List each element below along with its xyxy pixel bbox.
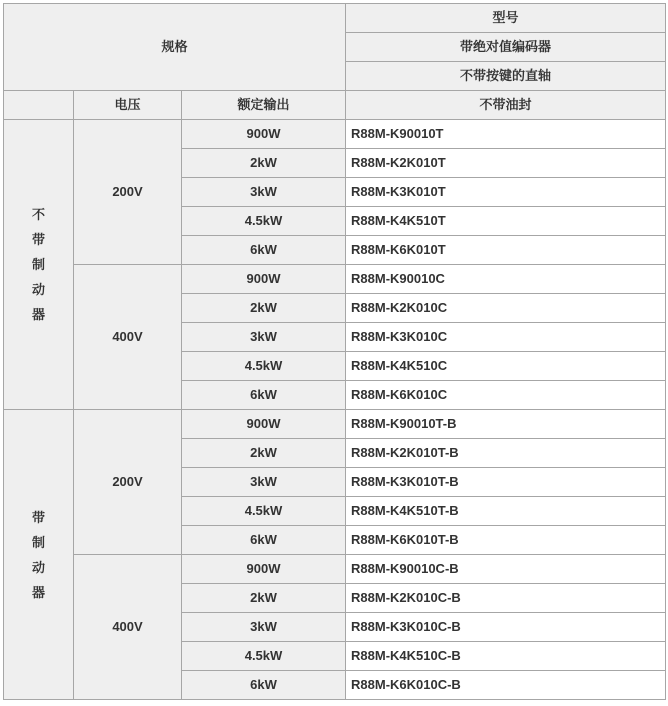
output-cell: 900W (182, 120, 346, 149)
output-cell: 4.5kW (182, 207, 346, 236)
output-cell: 2kW (182, 149, 346, 178)
header-voltage: 电压 (74, 91, 182, 120)
output-cell: 6kW (182, 236, 346, 265)
output-cell: 900W (182, 265, 346, 294)
voltage-cell: 400V (74, 555, 182, 700)
header-encoder: 带绝对值编码器 (346, 33, 666, 62)
model-cell: R88M-K6K010T (346, 236, 666, 265)
model-cell: R88M-K2K010T (346, 149, 666, 178)
output-cell: 4.5kW (182, 497, 346, 526)
output-cell: 2kW (182, 439, 346, 468)
model-cell: R88M-K3K010C-B (346, 613, 666, 642)
model-cell: R88M-K90010C (346, 265, 666, 294)
model-cell: R88M-K2K010C (346, 294, 666, 323)
header-row-columns (4, 91, 666, 120)
spec-table (3, 3, 666, 700)
model-cell: R88M-K4K510C (346, 352, 666, 381)
output-cell: 2kW (182, 584, 346, 613)
header-row-model (4, 4, 666, 33)
header-seal: 不带油封 (346, 91, 666, 120)
model-cell: R88M-K4K510T-B (346, 497, 666, 526)
header-output: 额定输出 (182, 91, 346, 120)
spec-table-body (4, 4, 666, 700)
output-cell: 6kW (182, 671, 346, 700)
brake-label-char: 不 (31, 207, 45, 222)
model-cell: R88M-K2K010T-B (346, 439, 666, 468)
voltage-cell: 400V (74, 265, 182, 410)
brake-label-char: 制 (31, 257, 45, 272)
output-cell: 900W (182, 410, 346, 439)
output-cell: 6kW (182, 381, 346, 410)
brake-label (4, 120, 74, 410)
voltage-cell: 200V (74, 410, 182, 555)
model-cell: R88M-K90010T (346, 120, 666, 149)
header-brake-blank (4, 91, 74, 120)
model-cell: R88M-K6K010C (346, 381, 666, 410)
model-cell: R88M-K4K510C-B (346, 642, 666, 671)
brake-label-char: 制 (31, 534, 45, 550)
header-spec: 规格 (4, 4, 346, 91)
output-cell: 900W (182, 555, 346, 584)
model-cell: R88M-K3K010T (346, 178, 666, 207)
brake-label-char: 带 (31, 509, 45, 525)
model-cell: R88M-K6K010C-B (346, 671, 666, 700)
output-cell: 3kW (182, 468, 346, 497)
model-cell: R88M-K3K010T-B (346, 468, 666, 497)
table-row (4, 265, 666, 294)
output-cell: 3kW (182, 613, 346, 642)
model-cell: R88M-K2K010C-B (346, 584, 666, 613)
header-shaft: 不带按键的直轴 (346, 62, 666, 91)
voltage-cell: 200V (74, 120, 182, 265)
output-cell: 4.5kW (182, 352, 346, 381)
brake-label (4, 410, 74, 700)
output-cell: 4.5kW (182, 642, 346, 671)
output-cell: 3kW (182, 178, 346, 207)
brake-label-char: 器 (31, 584, 45, 600)
table-row (4, 555, 666, 584)
brake-label-char: 带 (31, 232, 45, 247)
brake-label-char: 动 (31, 559, 45, 575)
model-cell: R88M-K3K010C (346, 323, 666, 352)
output-cell: 6kW (182, 526, 346, 555)
model-cell: R88M-K90010C-B (346, 555, 666, 584)
table-row (4, 410, 666, 439)
model-cell: R88M-K90010T-B (346, 410, 666, 439)
output-cell: 2kW (182, 294, 346, 323)
brake-label-char: 动 (31, 282, 45, 297)
output-cell: 3kW (182, 323, 346, 352)
header-model: 型号 (346, 4, 666, 33)
brake-label-char: 器 (31, 307, 45, 322)
model-cell: R88M-K6K010T-B (346, 526, 666, 555)
table-row (4, 120, 666, 149)
model-cell: R88M-K4K510T (346, 207, 666, 236)
